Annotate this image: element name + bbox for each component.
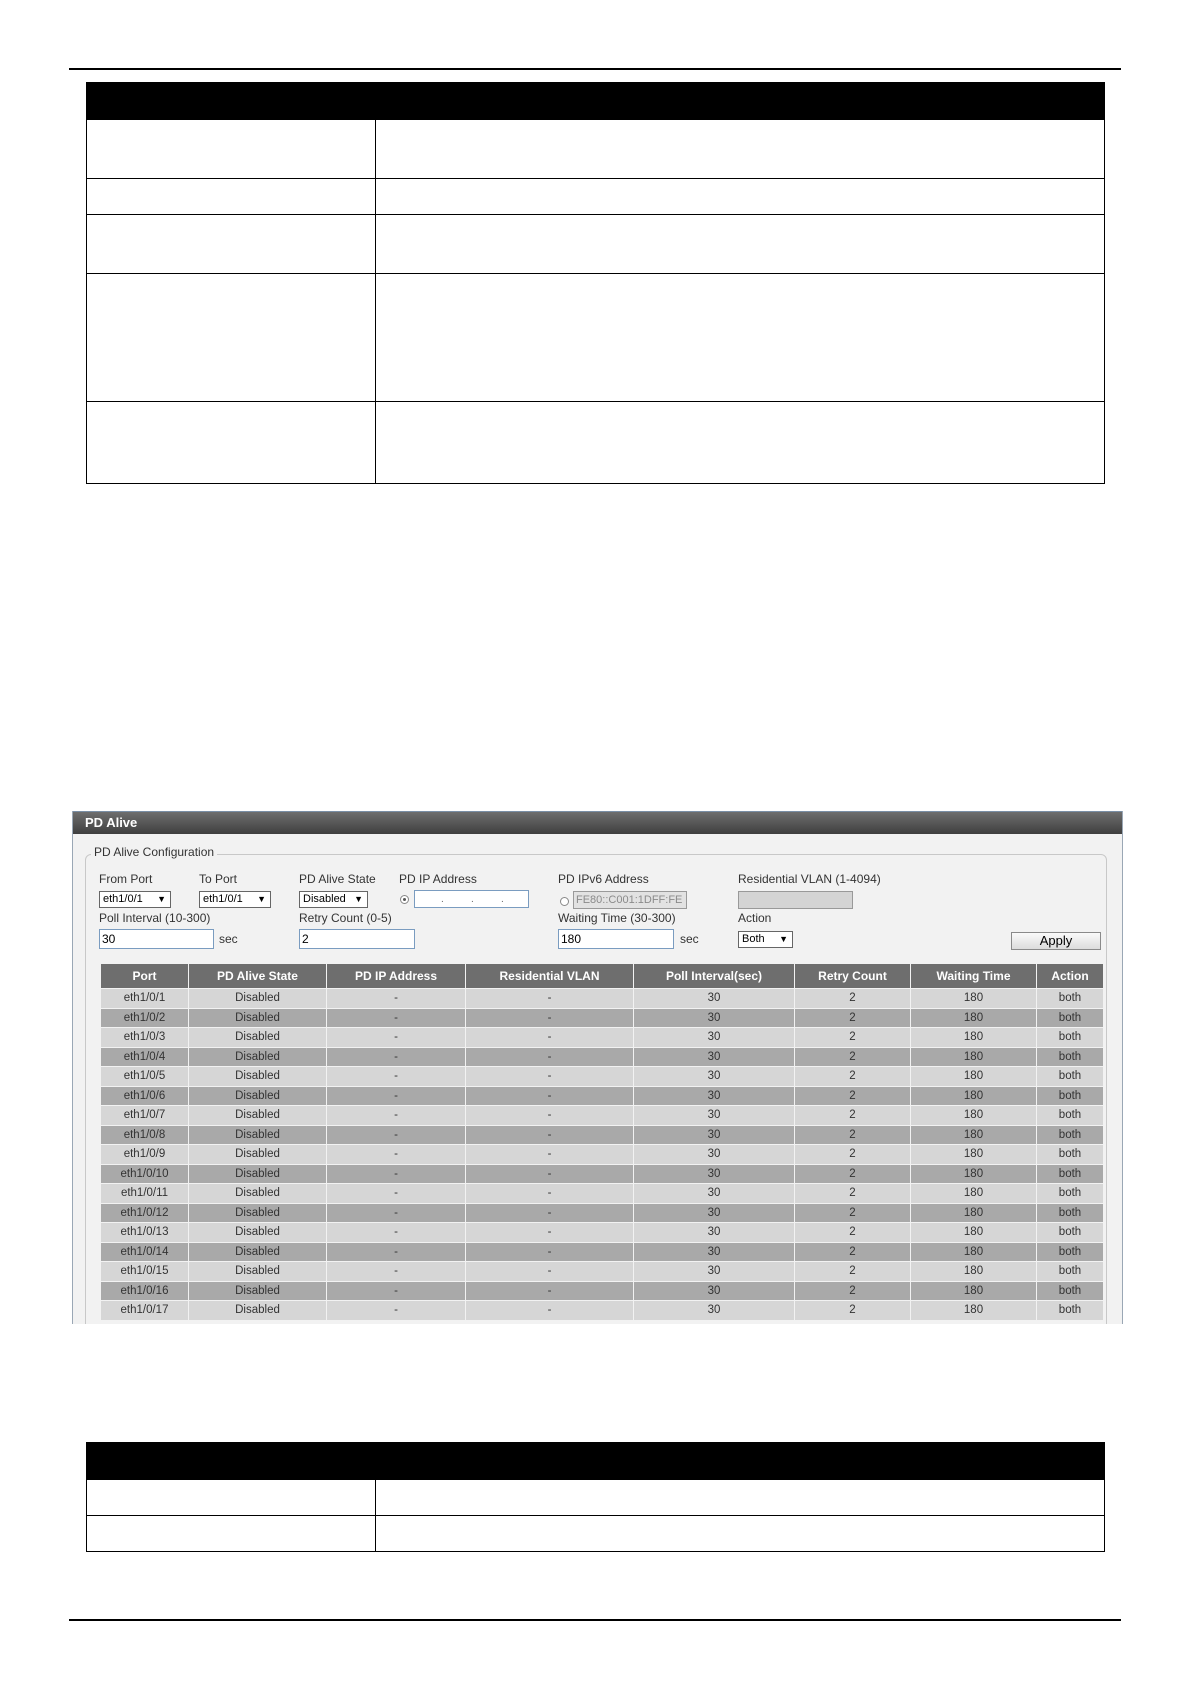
column-header-action: Action	[1037, 964, 1104, 989]
cell-ip: -	[327, 1184, 466, 1204]
table-row	[101, 1164, 1104, 1184]
cell-action: both	[1037, 989, 1104, 1009]
cell-ip: -	[327, 1067, 466, 1087]
parameter-table-bottom	[86, 1442, 1105, 1552]
pd-ipv6-address-label: PD IPv6 Address	[558, 872, 649, 886]
cell-ip: -	[327, 1106, 466, 1126]
cell-state: Disabled	[189, 1203, 327, 1223]
cell-poll: 30	[634, 1067, 795, 1087]
cell-retry: 2	[795, 1125, 911, 1145]
cell-poll: 30	[634, 1047, 795, 1067]
ip-separator: .	[441, 894, 444, 905]
cell-ip: -	[327, 1262, 466, 1282]
cell-state: Disabled	[189, 1125, 327, 1145]
column-header-poll: Poll Interval(sec)	[634, 964, 795, 989]
table-row	[87, 179, 1105, 215]
table-row	[101, 1301, 1104, 1321]
cell-wait: 180	[911, 1203, 1037, 1223]
pd-ip-address-input[interactable]	[414, 890, 529, 908]
cell-poll: 30	[634, 1008, 795, 1028]
column-header-retry: Retry Count	[795, 964, 911, 989]
cell-vlan: -	[466, 1047, 634, 1067]
cell-retry: 2	[795, 1262, 911, 1282]
cell-wait: 180	[911, 1184, 1037, 1204]
table-header	[87, 1443, 1105, 1480]
cell-state: Disabled	[189, 1242, 327, 1262]
cell-wait: 180	[911, 1262, 1037, 1282]
cell-action: both	[1037, 1086, 1104, 1106]
cell-port: eth1/0/1	[101, 989, 189, 1009]
cell-ip: -	[327, 1028, 466, 1048]
cell-ip: -	[327, 1301, 466, 1321]
cell-state: Disabled	[189, 1145, 327, 1165]
cell-retry: 2	[795, 1047, 911, 1067]
table-row	[101, 1203, 1104, 1223]
pd-alive-table	[100, 963, 1104, 1321]
table-row	[101, 1262, 1104, 1282]
cell-action: both	[1037, 1301, 1104, 1321]
cell-vlan: -	[466, 1106, 634, 1126]
cell-port: eth1/0/13	[101, 1223, 189, 1243]
table-row	[101, 1281, 1104, 1301]
cell-vlan: -	[466, 1223, 634, 1243]
cell-vlan: -	[466, 1262, 634, 1282]
table-row	[87, 120, 1105, 179]
cell-state: Disabled	[189, 989, 327, 1009]
cell-poll: 30	[634, 1262, 795, 1282]
cell-vlan: -	[466, 1242, 634, 1262]
table-row	[101, 1184, 1104, 1204]
cell-action: both	[1037, 1145, 1104, 1165]
from-port-select[interactable]	[99, 891, 171, 908]
residential-vlan-input[interactable]	[738, 891, 853, 909]
action-select[interactable]	[738, 931, 793, 948]
ip-separator: .	[501, 894, 504, 905]
cell-action: both	[1037, 1008, 1104, 1028]
cell-ip: -	[327, 1047, 466, 1067]
cell-retry: 2	[795, 1086, 911, 1106]
cell-poll: 30	[634, 1223, 795, 1243]
cell-wait: 180	[911, 1223, 1037, 1243]
cell-state: Disabled	[189, 1164, 327, 1184]
from-port-label: From Port	[99, 872, 153, 886]
cell-action: both	[1037, 1125, 1104, 1145]
action-value: Both	[742, 933, 765, 945]
cell-port: eth1/0/15	[101, 1262, 189, 1282]
table-header	[87, 83, 1105, 120]
cell-retry: 2	[795, 1301, 911, 1321]
cell-action: both	[1037, 1028, 1104, 1048]
cell-poll: 30	[634, 1164, 795, 1184]
cell-port: eth1/0/12	[101, 1203, 189, 1223]
cell-wait: 180	[911, 1067, 1037, 1087]
cell-ip: -	[327, 989, 466, 1009]
cell-vlan: -	[466, 1164, 634, 1184]
cell-wait: 180	[911, 1242, 1037, 1262]
cell-retry: 2	[795, 1028, 911, 1048]
cell-state: Disabled	[189, 1086, 327, 1106]
cell-ip: -	[327, 1008, 466, 1028]
poll-interval-unit: sec	[219, 932, 238, 946]
config-legend: PD Alive Configuration	[91, 845, 217, 859]
cell-ip: -	[327, 1125, 466, 1145]
pd-ipv6-address-input[interactable]: FE80::C001:1DFF:FE	[573, 891, 687, 909]
top-rule	[69, 68, 1121, 70]
cell-poll: 30	[634, 1145, 795, 1165]
table-row	[101, 1086, 1104, 1106]
table-row	[87, 402, 1105, 484]
cell-state: Disabled	[189, 1047, 327, 1067]
table-body	[101, 989, 1104, 1321]
table-row	[101, 1067, 1104, 1087]
table-row	[101, 1106, 1104, 1126]
cell-port: eth1/0/14	[101, 1242, 189, 1262]
cell-port: eth1/0/2	[101, 1008, 189, 1028]
cell-retry: 2	[795, 1281, 911, 1301]
cell-state: Disabled	[189, 1301, 327, 1321]
cell-wait: 180	[911, 1047, 1037, 1067]
cell-wait: 180	[911, 1028, 1037, 1048]
cell-port: eth1/0/5	[101, 1067, 189, 1087]
cell-poll: 30	[634, 1086, 795, 1106]
waiting-time-label: Waiting Time (30-300)	[558, 911, 676, 925]
chevron-down-icon: ▼	[779, 934, 788, 944]
cell-port: eth1/0/7	[101, 1106, 189, 1126]
column-header-vlan: Residential VLAN	[466, 964, 634, 989]
cell-action: both	[1037, 1281, 1104, 1301]
cell-state: Disabled	[189, 1223, 327, 1243]
cell-action: both	[1037, 1106, 1104, 1126]
cell-wait: 180	[911, 1008, 1037, 1028]
cell-port: eth1/0/4	[101, 1047, 189, 1067]
apply-button[interactable]: Apply	[1011, 932, 1101, 950]
poll-interval-label: Poll Interval (10-300)	[99, 911, 211, 925]
column-header-port: Port	[101, 964, 189, 989]
pd-alive-state-value: Disabled	[303, 893, 346, 905]
table-row	[87, 215, 1105, 274]
cell-retry: 2	[795, 1184, 911, 1204]
table-row	[101, 1125, 1104, 1145]
cell-retry: 2	[795, 1008, 911, 1028]
cell-retry: 2	[795, 1067, 911, 1087]
cell-wait: 180	[911, 1164, 1037, 1184]
column-header-wait: Waiting Time	[911, 964, 1037, 989]
cell-port: eth1/0/6	[101, 1086, 189, 1106]
table-row	[101, 989, 1104, 1009]
cell-retry: 2	[795, 1145, 911, 1165]
pd-alive-screenshot	[72, 811, 1123, 1324]
cell-state: Disabled	[189, 1184, 327, 1204]
cell-wait: 180	[911, 1086, 1037, 1106]
cell-ip: -	[327, 1164, 466, 1184]
cell-poll: 30	[634, 1125, 795, 1145]
action-label: Action	[738, 911, 772, 925]
table-row	[101, 1028, 1104, 1048]
cell-port: eth1/0/8	[101, 1125, 189, 1145]
cell-vlan: -	[466, 1008, 634, 1028]
cell-vlan: -	[466, 1145, 634, 1165]
cell-action: both	[1037, 1223, 1104, 1243]
pd-alive-state-select[interactable]	[299, 891, 368, 908]
retry-count-input[interactable]: 2	[299, 929, 415, 949]
cell-vlan: -	[466, 1028, 634, 1048]
cell-vlan: -	[466, 1125, 634, 1145]
cell-poll: 30	[634, 1106, 795, 1126]
cell-poll: 30	[634, 1281, 795, 1301]
cell-ip: -	[327, 1086, 466, 1106]
cell-vlan: -	[466, 1067, 634, 1087]
cell-ip: -	[327, 1203, 466, 1223]
cell-wait: 180	[911, 989, 1037, 1009]
column-header-ip: PD IP Address	[327, 964, 466, 989]
residential-vlan-label: Residential VLAN (1-4094)	[738, 872, 881, 886]
cell-port: eth1/0/16	[101, 1281, 189, 1301]
cell-port: eth1/0/10	[101, 1164, 189, 1184]
chevron-down-icon: ▼	[157, 894, 166, 904]
cell-action: both	[1037, 1262, 1104, 1282]
to-port-value: eth1/0/1	[203, 893, 243, 905]
ipv6-radio[interactable]	[560, 897, 569, 906]
column-header-state: PD Alive State	[189, 964, 327, 989]
cell-vlan: -	[466, 1203, 634, 1223]
cell-port: eth1/0/9	[101, 1145, 189, 1165]
cell-vlan: -	[466, 1184, 634, 1204]
cell-state: Disabled	[189, 1106, 327, 1126]
cell-retry: 2	[795, 1242, 911, 1262]
to-port-label: To Port	[199, 872, 238, 886]
cell-vlan: -	[466, 1281, 634, 1301]
cell-state: Disabled	[189, 1028, 327, 1048]
poll-interval-input[interactable]: 30	[99, 929, 214, 949]
table-row	[87, 1480, 1105, 1516]
ipv4-radio[interactable]	[400, 895, 409, 904]
table-row	[101, 1008, 1104, 1028]
cell-state: Disabled	[189, 1281, 327, 1301]
table-row	[101, 1223, 1104, 1243]
to-port-select[interactable]	[199, 891, 271, 908]
cell-action: both	[1037, 1164, 1104, 1184]
cell-ip: -	[327, 1145, 466, 1165]
from-port-value: eth1/0/1	[103, 893, 143, 905]
cell-wait: 180	[911, 1145, 1037, 1165]
cell-ip: -	[327, 1281, 466, 1301]
ip-separator: .	[471, 894, 474, 905]
cell-ip: -	[327, 1242, 466, 1262]
cell-wait: 180	[911, 1106, 1037, 1126]
pd-alive-state-label: PD Alive State	[299, 872, 376, 886]
table-row	[87, 1516, 1105, 1552]
cell-action: both	[1037, 1184, 1104, 1204]
cell-poll: 30	[634, 1028, 795, 1048]
cell-vlan: -	[466, 1086, 634, 1106]
cell-state: Disabled	[189, 1067, 327, 1087]
cell-action: both	[1037, 1242, 1104, 1262]
cell-ip: -	[327, 1223, 466, 1243]
cell-wait: 180	[911, 1301, 1037, 1321]
chevron-down-icon: ▼	[257, 894, 266, 904]
cell-retry: 2	[795, 1203, 911, 1223]
cell-vlan: -	[466, 1301, 634, 1321]
cell-action: both	[1037, 1067, 1104, 1087]
cell-port: eth1/0/17	[101, 1301, 189, 1321]
cell-wait: 180	[911, 1281, 1037, 1301]
cell-action: both	[1037, 1047, 1104, 1067]
table-row	[101, 1047, 1104, 1067]
bottom-rule	[69, 1619, 1121, 1621]
cell-port: eth1/0/3	[101, 1028, 189, 1048]
waiting-time-unit: sec	[680, 932, 699, 946]
chevron-down-icon: ▼	[354, 894, 363, 904]
cell-state: Disabled	[189, 1008, 327, 1028]
cell-vlan: -	[466, 989, 634, 1009]
cell-port: eth1/0/11	[101, 1184, 189, 1204]
waiting-time-input[interactable]: 180	[558, 929, 674, 949]
parameter-table-top	[86, 82, 1105, 484]
cell-poll: 30	[634, 1301, 795, 1321]
table-row	[101, 1242, 1104, 1262]
table-header-row	[101, 964, 1104, 989]
cell-poll: 30	[634, 1242, 795, 1262]
table-row	[101, 1145, 1104, 1165]
cell-wait: 180	[911, 1125, 1037, 1145]
cell-state: Disabled	[189, 1262, 327, 1282]
cell-action: both	[1037, 1203, 1104, 1223]
cell-retry: 2	[795, 989, 911, 1009]
cell-retry: 2	[795, 1223, 911, 1243]
cell-retry: 2	[795, 1106, 911, 1126]
table-row	[87, 274, 1105, 402]
cell-poll: 30	[634, 1184, 795, 1204]
cell-retry: 2	[795, 1164, 911, 1184]
retry-count-label: Retry Count (0-5)	[299, 911, 392, 925]
panel-title: PD Alive	[73, 811, 1122, 834]
cell-poll: 30	[634, 1203, 795, 1223]
cell-poll: 30	[634, 989, 795, 1009]
pd-ip-address-label: PD IP Address	[399, 872, 477, 886]
